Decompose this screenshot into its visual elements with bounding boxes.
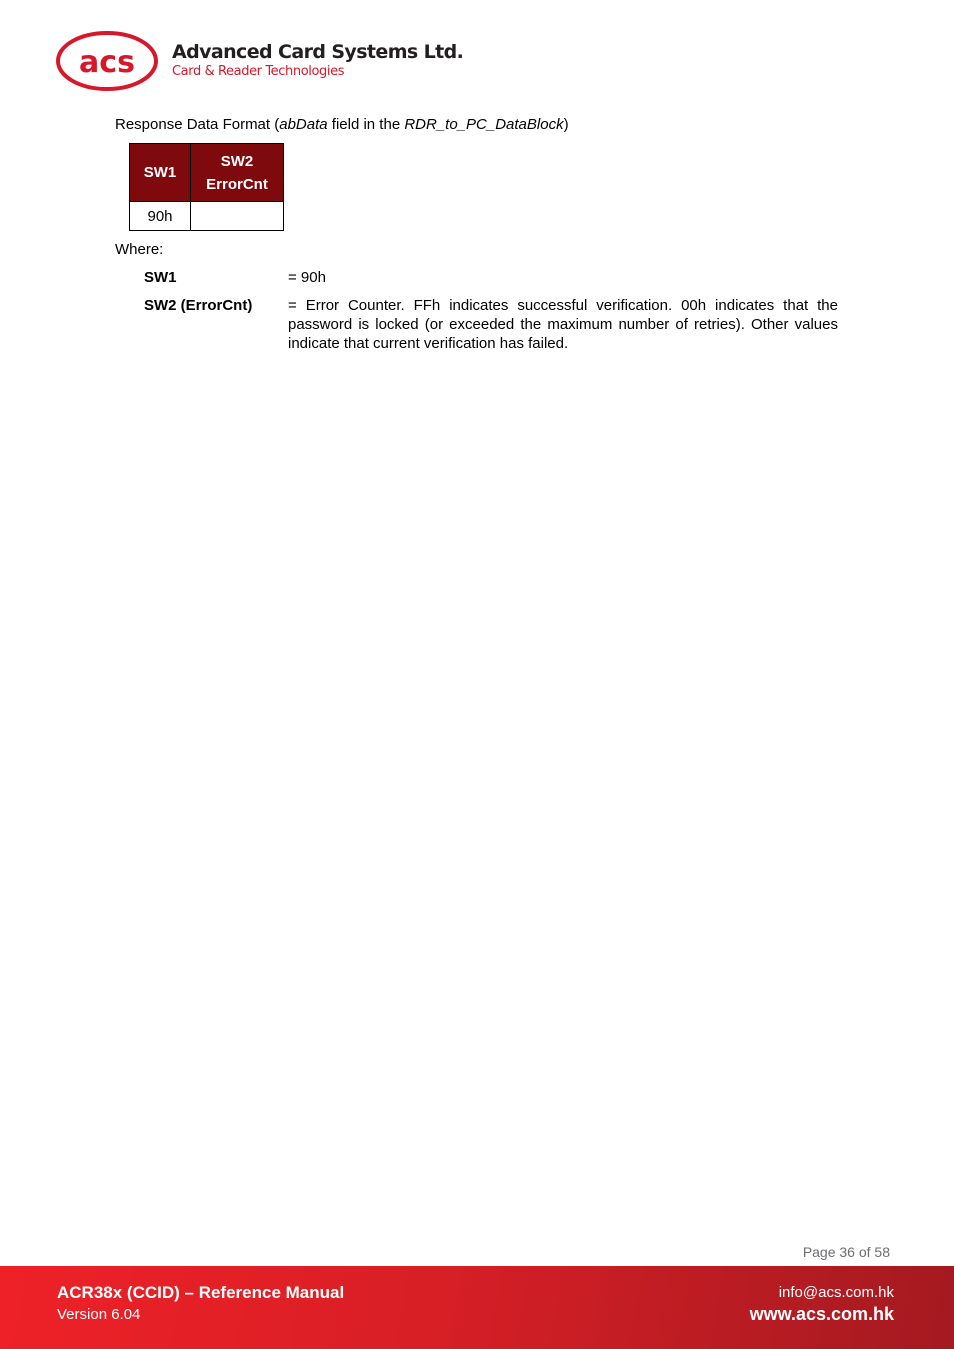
intro-middle: field in the [327,116,405,133]
def-desc-sw1: = 90h [288,269,326,286]
header-sw1: SW1 [130,144,191,202]
company-name: Advanced Card Systems Ltd. [172,41,464,63]
response-data-table [129,143,284,231]
def-desc-sw2: = Error Counter. FFh indicates successful verification. 00h indicates that the password is locked (or exceeded the maximum number of retries). Other values indicate that current verification has failed. [288,297,838,352]
intro-field: abData [279,116,328,133]
header-errorcnt-label: ErrorCnt [206,175,268,193]
footer-bar [0,1266,954,1349]
intro-prefix: Response Data Format ( [115,116,280,133]
cell-sw1: 90h [130,202,191,231]
cell-sw2 [191,202,284,231]
where-label: Where: [115,241,164,258]
header-sw2 [191,144,284,202]
table-row [130,202,284,231]
footer-title: ACR38x (CCID) – Reference Manual [57,1283,345,1302]
intro-block: RDR_to_PC_DataBlock [404,116,564,133]
acs-logo [55,30,159,92]
def-term-sw2: SW2 (ErrorCnt) [144,297,253,314]
company-tagline: Card & Reader Technologies [172,64,345,79]
def-term-sw1: SW1 [144,269,177,286]
company-block [172,40,463,80]
intro-suffix: ) [563,116,569,133]
header-sw2-label: SW2 [220,152,254,170]
logo-text: acs [79,45,135,80]
page-number: Page 36 of 58 [802,1244,890,1260]
footer-email-link[interactable]: info@acs.com.hk [778,1284,894,1301]
footer-website-link[interactable]: www.acs.com.hk [749,1304,894,1324]
table-header-row [130,144,284,202]
footer-version: Version 6.04 [57,1306,141,1323]
response-format-intro [115,115,569,135]
